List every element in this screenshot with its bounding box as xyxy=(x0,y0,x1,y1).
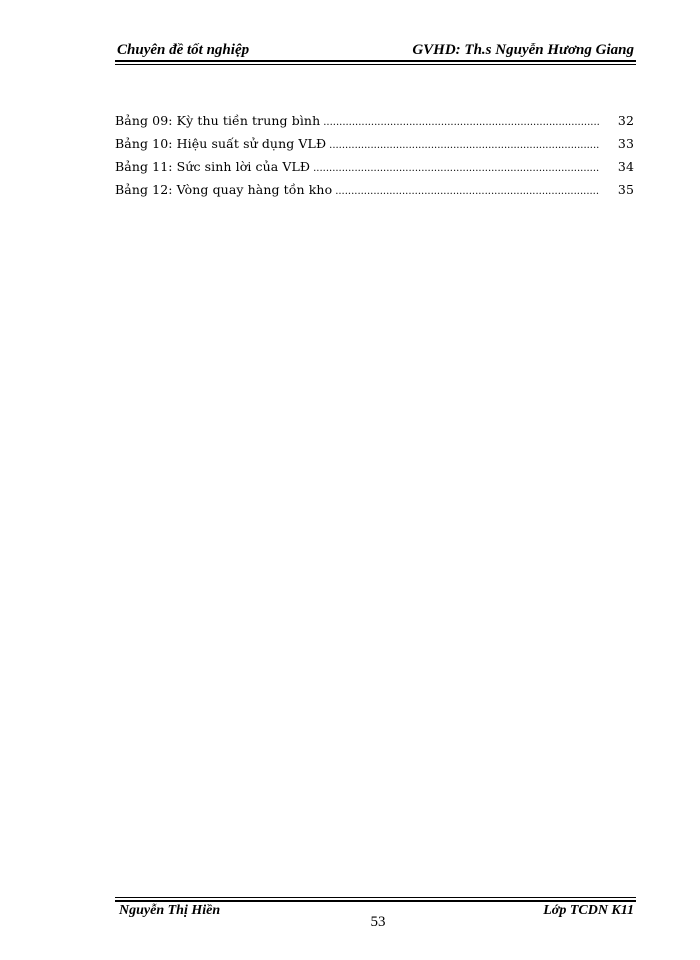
toc-entry xyxy=(115,136,636,159)
toc-entry-title: Bảng 11: Sức sinh lời của VLĐ xyxy=(115,159,311,174)
header-divider-thin xyxy=(115,64,636,65)
footer-class: Lớp TCDN K11 xyxy=(543,903,634,918)
toc-entry-page: 35 xyxy=(617,182,634,197)
toc-entry xyxy=(115,113,636,136)
toc-leader-dots xyxy=(335,186,600,197)
toc-leader-dots xyxy=(323,117,600,128)
toc-entry-page: 33 xyxy=(617,136,634,151)
toc-leader-dots xyxy=(313,163,600,174)
toc-entry-title: Bảng 09: Kỳ thu tiền trung bình xyxy=(115,113,321,128)
toc-entry xyxy=(115,159,636,182)
header-divider xyxy=(115,60,636,62)
footer-divider-thin xyxy=(115,897,636,898)
toc-entry-title: Bảng 10: Hiệu suất sử dụng VLĐ xyxy=(115,136,327,151)
header-document-type: Chuyên đề tốt nghiệp xyxy=(117,42,250,58)
toc-leader-dots xyxy=(329,140,600,151)
footer-divider xyxy=(115,900,636,902)
toc-entry-page: 32 xyxy=(617,113,634,128)
page-number: 53 xyxy=(370,914,386,930)
table-of-contents xyxy=(115,113,636,205)
toc-entry xyxy=(115,182,636,205)
toc-entry-page: 34 xyxy=(617,159,634,174)
header-supervisor: GVHD: Th.s Nguyễn Hương Giang xyxy=(412,42,634,58)
toc-entry-title: Bảng 12: Vòng quay hàng tồn kho xyxy=(115,182,333,197)
footer-author: Nguyễn Thị Hiền xyxy=(119,903,221,918)
page-header xyxy=(115,40,636,60)
